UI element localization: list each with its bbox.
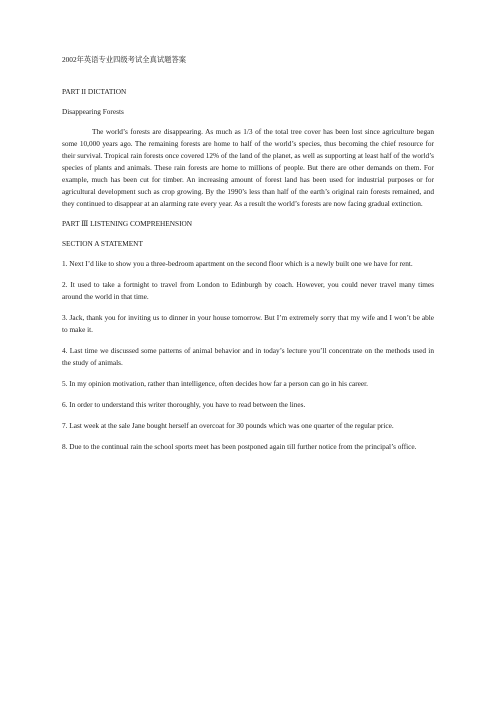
part-ii-heading: PART II DICTATION: [62, 87, 127, 96]
statement-item: 6. In order to understand this writer thoroughly, you have to read between the lines.: [62, 400, 306, 409]
part-iii-heading: PART Ⅲ LISTENING COMPREHENSION: [62, 219, 193, 228]
statement-item: 8. Due to the continual rain the school sports meet has been postponed again till further notice from the principal’s office.: [62, 442, 417, 451]
statement-item: 5. In my opinion motivation, rather than intelligence, often decides how far a person can go in his career.: [62, 379, 368, 388]
document-body: [62, 54, 434, 462]
statement-item: 7. Last week at the sale Jane bought herself an overcoat for 30 pounds which was one quarter of the regular price.: [62, 421, 394, 430]
statement-item: 1. Next I’d like to show you a three-bedroom apartment on the second floor which is a newly built one we have for rent.: [62, 259, 413, 268]
statement-item: 4. Last time we discussed some patterns of animal behavior and in today’s lecture you’ll concentrate on the methods used in the study of animals.: [62, 346, 434, 367]
statement-item: 3. Jack, thank you for inviting us to dinner in your house tomorrow. But I’m extremely sorry that my wife and I won’t be able to make it.: [62, 313, 434, 334]
statement-item: 2. It used to take a fortnight to travel from London to Edinburgh by coach. However, you could never travel many times around the world in that time.: [62, 280, 434, 301]
dictation-paragraph: The world’s forests are disappearing. As much as 1/3 of the total tree cover has been lost since agriculture began some 10,000 years ago. The remaining forests are home to half of the world’s species, thus becoming the chief resource for their survival. Tropical rain forests once covered 12% of the land of the planet, as well as supporting at least half of the world’s species of plants and animals. These rain forests are home to millions of people. But there are other demands on them. For example, much has been cut for timber. An increasing amount of forest land has been used for industrial purposes or for agricultural development such as crop growing. By the 1990’s less than half of the earth’s original rain forests remained, and they continued to disappear at an alarming rate every year. As a result the world’s forests are now facing gradual extinction.: [62, 127, 434, 208]
section-a-heading: SECTION A STATEMENT: [62, 239, 143, 248]
dictation-title: Disappearing Forests: [62, 107, 124, 116]
doc-title: 2002年英语专业四级考试全真试题答案: [62, 55, 187, 64]
